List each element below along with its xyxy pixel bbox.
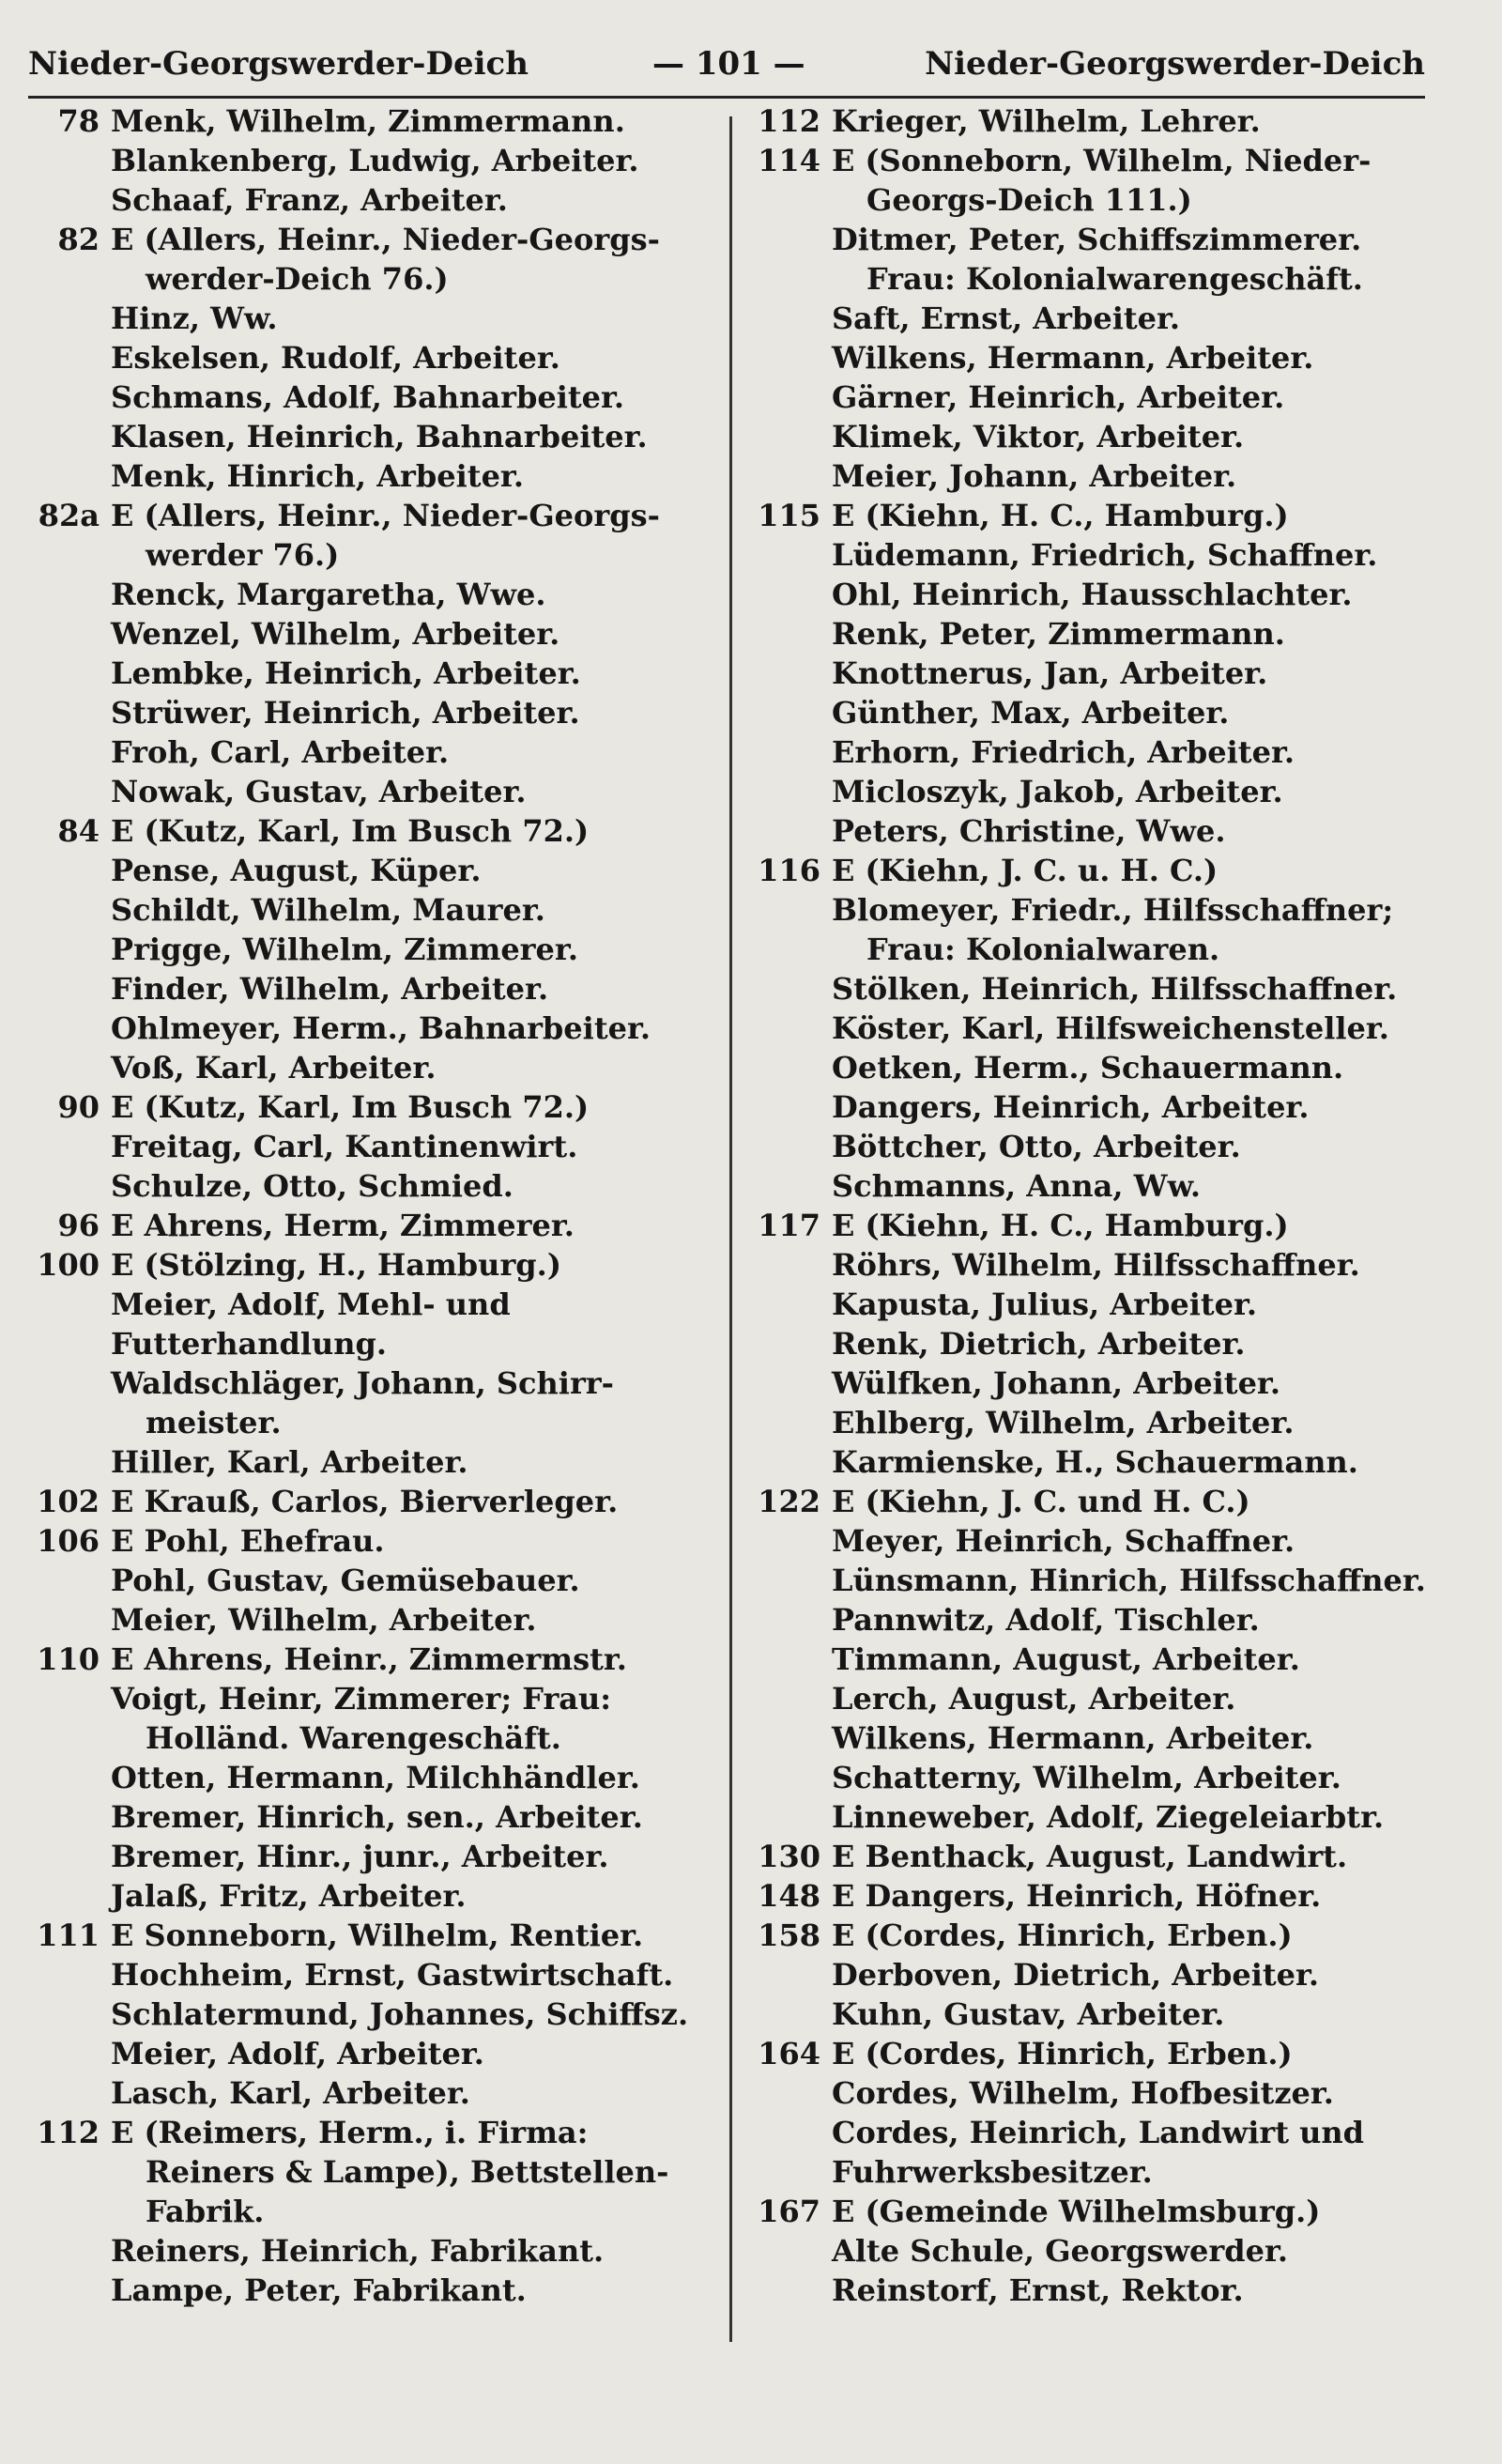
header-street-left: Nieder-Georgswerder-Deich (28, 45, 529, 83)
house-number: 164 (758, 2036, 820, 2071)
house-entry (28, 101, 718, 220)
resident-line: Derboven, Dietrich, Arbeiter. (832, 1957, 1320, 1993)
resident-line: Oetken, Herm., Schauermann. (832, 1050, 1344, 1086)
resident-line: Gärner, Heinrich, Arbeiter. (832, 379, 1285, 415)
resident-line: E Krauß, Carlos, Bierverleger. (111, 1484, 619, 1519)
resident-line: E (Gemeinde Wilhelmsburg.) (832, 2194, 1321, 2229)
house-entry (749, 2192, 1463, 2310)
resident-line: Hochheim, Ernst, Gastwirtschaft. (111, 1957, 674, 1993)
resident-line: Nowak, Gustav, Arbeiter. (111, 774, 527, 809)
house-number: 148 (758, 1878, 820, 1914)
resident-line: Renk, Peter, Zimmermann. (832, 616, 1285, 652)
house-entry (749, 141, 1463, 496)
resident-line: Timmann, August, Arbeiter. (832, 1641, 1300, 1677)
resident-line: Lampe, Peter, Fabrikant. (111, 2272, 527, 2308)
resident-line: Ehlberg, Wilhelm, Arbeiter. (832, 1405, 1295, 1440)
house-number: 100 (37, 1247, 100, 1283)
resident-line: Karmienske, H., Schauermann. (832, 1444, 1358, 1480)
house-number: 117 (758, 1208, 820, 1243)
resident-line: meister. (146, 1405, 282, 1440)
house-number: 106 (37, 1523, 100, 1559)
resident-line: E (Kiehn, H. C., Hamburg.) (832, 1208, 1289, 1243)
resident-line: werder 76.) (146, 537, 340, 573)
resident-line: Fabrik. (146, 2194, 265, 2229)
resident-line: Renck, Margaretha, Wwe. (111, 577, 546, 612)
resident-line: Lasch, Karl, Arbeiter. (111, 2075, 470, 2111)
house-number: 130 (758, 1839, 820, 1874)
resident-line: Hiller, Karl, Arbeiter. (111, 1444, 468, 1480)
resident-line: Linneweber, Adolf, Ziegeleiarbtr. (832, 1799, 1385, 1835)
house-entry (28, 1206, 718, 1245)
resident-line: E (Kutz, Karl, Im Busch 72.) (111, 813, 590, 849)
resident-line: E Pohl, Ehefrau. (111, 1523, 385, 1559)
resident-line: Knottnerus, Jan, Arbeiter. (832, 655, 1268, 691)
resident-line: Frau: Kolonialwarengeschäft. (866, 261, 1363, 297)
house-entry (749, 1482, 1463, 1837)
header-street-right: Nieder-Georgswerder-Deich (925, 45, 1425, 83)
resident-line: Finder, Wilhelm, Arbeiter. (111, 971, 549, 1007)
house-number: 112 (37, 2115, 100, 2150)
resident-line: Ohlmeyer, Herm., Bahnarbeiter. (111, 1010, 651, 1046)
house-entry (749, 851, 1463, 1206)
house-number: 122 (758, 1484, 820, 1519)
resident-line: Meier, Adolf, Arbeiter. (111, 2036, 484, 2071)
resident-line: Schmans, Adolf, Bahnarbeiter. (111, 379, 625, 415)
house-number: 82 (57, 222, 100, 257)
house-number: 78 (57, 103, 100, 139)
resident-line: Schaaf, Franz, Arbeiter. (111, 182, 508, 218)
resident-line: Strüwer, Heinrich, Arbeiter. (111, 695, 580, 731)
resident-line: Froh, Carl, Arbeiter. (111, 734, 450, 770)
house-number: 158 (758, 1917, 820, 1953)
house-number: 167 (758, 2194, 820, 2229)
resident-line: Hinz, Ww. (111, 300, 278, 336)
resident-line: Ohl, Heinrich, Hausschlachter. (832, 577, 1353, 612)
resident-line: Bremer, Hinr., junr., Arbeiter. (111, 1839, 609, 1874)
resident-line: Menk, Wilhelm, Zimmermann. (111, 103, 625, 139)
resident-line: Schlatermund, Johannes, Schiffsz. (111, 1996, 689, 2032)
resident-line: Cordes, Wilhelm, Hofbesitzer. (832, 2075, 1334, 2111)
resident-line: Lerch, August, Arbeiter. (832, 1681, 1236, 1717)
resident-line: Meier, Johann, Arbeiter. (832, 458, 1237, 494)
resident-line: Pense, August, Küper. (111, 853, 482, 888)
resident-line: Klimek, Viktor, Arbeiter. (832, 419, 1245, 454)
house-number: 114 (758, 143, 820, 178)
resident-line: Stölken, Heinrich, Hilfsschaffner. (832, 971, 1398, 1007)
resident-line: Blomeyer, Friedr., Hilfsschaffner; (832, 892, 1394, 928)
house-number: 96 (57, 1208, 100, 1243)
house-entry (28, 1916, 718, 2113)
resident-line: Jalaß, Fritz, Arbeiter. (111, 1878, 467, 1914)
resident-line: Böttcher, Otto, Arbeiter. (832, 1129, 1241, 1164)
resident-line: Schmanns, Anna, Ww. (832, 1168, 1202, 1204)
resident-line: E (Kutz, Karl, Im Busch 72.) (111, 1089, 590, 1125)
resident-line: E Dangers, Heinrich, Höfner. (832, 1878, 1322, 1914)
resident-line: Reinstorf, Ernst, Rektor. (832, 2272, 1244, 2308)
house-entry (749, 101, 1463, 141)
house-entry (749, 1206, 1463, 1482)
resident-line: E Sonneborn, Wilhelm, Rentier. (111, 1917, 644, 1953)
resident-line: E Benthack, August, Landwirt. (832, 1839, 1348, 1874)
resident-line: Wülfken, Johann, Arbeiter. (832, 1365, 1280, 1401)
house-entry (28, 2113, 718, 2310)
resident-line: Futterhandlung. (111, 1326, 388, 1362)
house-number: 110 (37, 1641, 100, 1677)
house-number: 84 (57, 813, 100, 849)
resident-line: Saft, Ernst, Arbeiter. (832, 300, 1181, 336)
resident-line: E (Sonneborn, Wilhelm, Nieder- (832, 143, 1372, 178)
house-entry (28, 1521, 718, 1640)
resident-line: Cordes, Heinrich, Landwirt und (832, 2115, 1365, 2150)
resident-line: Reiners & Lampe), Bettstellen- (146, 2154, 669, 2190)
house-number: 82a (38, 498, 100, 533)
resident-line: Eskelsen, Rudolf, Arbeiter. (111, 340, 560, 376)
resident-line: E (Allers, Heinr., Nieder-Georgs- (111, 222, 660, 257)
left-column (28, 101, 718, 2310)
resident-line: Waldschläger, Johann, Schirr- (111, 1365, 614, 1401)
resident-line: Wilkens, Hermann, Arbeiter. (832, 1720, 1314, 1756)
house-entry (28, 1245, 718, 1482)
resident-line: Klasen, Heinrich, Bahnarbeiter. (111, 419, 648, 454)
resident-line: E (Stölzing, H., Hamburg.) (111, 1247, 561, 1283)
house-entry (749, 496, 1463, 851)
resident-line: Otten, Hermann, Milchhändler. (111, 1760, 640, 1795)
house-entry (28, 811, 718, 1087)
resident-line: Bremer, Hinrich, sen., Arbeiter. (111, 1799, 643, 1835)
resident-line: Meyer, Heinrich, Schaffner. (832, 1523, 1295, 1559)
resident-line: werder-Deich 76.) (146, 261, 449, 297)
resident-line: Georgs-Deich 111.) (866, 182, 1192, 218)
right-column (749, 101, 1463, 2310)
resident-line: Peters, Christine, Wwe. (832, 813, 1226, 849)
resident-line: Köster, Karl, Hilfsweichensteller. (832, 1010, 1389, 1046)
resident-line: Lüdemann, Friedrich, Schaffner. (832, 537, 1378, 573)
house-entry (749, 1837, 1463, 1876)
resident-line: Schatterny, Wilhelm, Arbeiter. (832, 1760, 1341, 1795)
resident-line: Renk, Dietrich, Arbeiter. (832, 1326, 1246, 1362)
house-number: 115 (758, 498, 820, 533)
resident-line: E (Cordes, Hinrich, Erben.) (832, 2036, 1293, 2071)
house-number: 90 (57, 1089, 100, 1125)
resident-line: Günther, Max, Arbeiter. (832, 695, 1230, 731)
house-number: 116 (758, 853, 820, 888)
resident-line: Alte Schule, Georgswerder. (832, 2233, 1289, 2269)
resident-line: E (Kiehn, J. C. und H. C.) (832, 1484, 1250, 1519)
resident-line: Voß, Karl, Arbeiter. (111, 1050, 437, 1086)
page-number: — 101 — (652, 45, 805, 83)
house-entry (28, 220, 718, 496)
resident-line: Prigge, Wilhelm, Zimmerer. (111, 932, 578, 967)
resident-line: Freitag, Carl, Kantinenwirt. (111, 1129, 578, 1164)
house-number: 112 (758, 103, 820, 139)
resident-line: Micloszyk, Jakob, Arbeiter. (832, 774, 1283, 809)
house-entry (749, 1916, 1463, 2034)
resident-line: Röhrs, Wilhelm, Hilfsschaffner. (832, 1247, 1360, 1283)
resident-line: Schulze, Otto, Schmied. (111, 1168, 513, 1204)
resident-line: Krieger, Wilhelm, Lehrer. (832, 103, 1261, 139)
resident-line: E (Allers, Heinr., Nieder-Georgs- (111, 498, 660, 533)
resident-line: Wilkens, Hermann, Arbeiter. (832, 340, 1314, 376)
resident-line: Lünsmann, Hinrich, Hilfsschaffner. (832, 1563, 1426, 1598)
resident-line: Blankenberg, Ludwig, Arbeiter. (111, 143, 639, 178)
resident-line: Kuhn, Gustav, Arbeiter. (832, 1996, 1225, 2032)
resident-line: Pannwitz, Adolf, Tischler. (832, 1602, 1260, 1638)
house-entry (28, 1087, 718, 1206)
resident-line: Schildt, Wilhelm, Maurer. (111, 892, 545, 928)
resident-line: Voigt, Heinr, Zimmerer; Frau: (111, 1681, 612, 1717)
resident-line: E (Reimers, Herm., i. Firma: (111, 2115, 589, 2150)
resident-line: Frau: Kolonialwaren. (866, 932, 1220, 967)
resident-line: Meier, Adolf, Mehl- und (111, 1286, 511, 1322)
resident-line: Erhorn, Friedrich, Arbeiter. (832, 734, 1295, 770)
house-entry (749, 1876, 1463, 1916)
resident-line: Menk, Hinrich, Arbeiter. (111, 458, 524, 494)
resident-line: Kapusta, Julius, Arbeiter. (832, 1286, 1258, 1322)
resident-line: Wenzel, Wilhelm, Arbeiter. (111, 616, 560, 652)
resident-line: Ditmer, Peter, Schiffszimmerer. (832, 222, 1362, 257)
house-entry (749, 2034, 1463, 2192)
resident-line: Pohl, Gustav, Gemüsebauer. (111, 1563, 580, 1598)
resident-line: E (Kiehn, H. C., Hamburg.) (832, 498, 1289, 533)
resident-line: Holländ. Warengeschäft. (146, 1720, 561, 1756)
resident-line: Fuhrwerksbesitzer. (832, 2154, 1153, 2190)
page-header (28, 39, 1425, 99)
resident-line: Meier, Wilhelm, Arbeiter. (111, 1602, 537, 1638)
house-number: 111 (37, 1917, 100, 1953)
house-entry (28, 496, 718, 811)
resident-line: Lembke, Heinrich, Arbeiter. (111, 655, 581, 691)
house-number: 102 (37, 1484, 100, 1519)
resident-line: Dangers, Heinrich, Arbeiter. (832, 1089, 1310, 1125)
house-entry (28, 1640, 718, 1916)
resident-line: Reiners, Heinrich, Fabrikant. (111, 2233, 605, 2269)
house-entry (28, 1482, 718, 1521)
resident-line: E (Kiehn, J. C. u. H. C.) (832, 853, 1218, 888)
resident-line: E Ahrens, Herm, Zimmerer. (111, 1208, 575, 1243)
resident-line: E (Cordes, Hinrich, Erben.) (832, 1917, 1293, 1953)
resident-line: E Ahrens, Heinr., Zimmermstr. (111, 1641, 627, 1677)
column-divider (729, 116, 732, 2342)
